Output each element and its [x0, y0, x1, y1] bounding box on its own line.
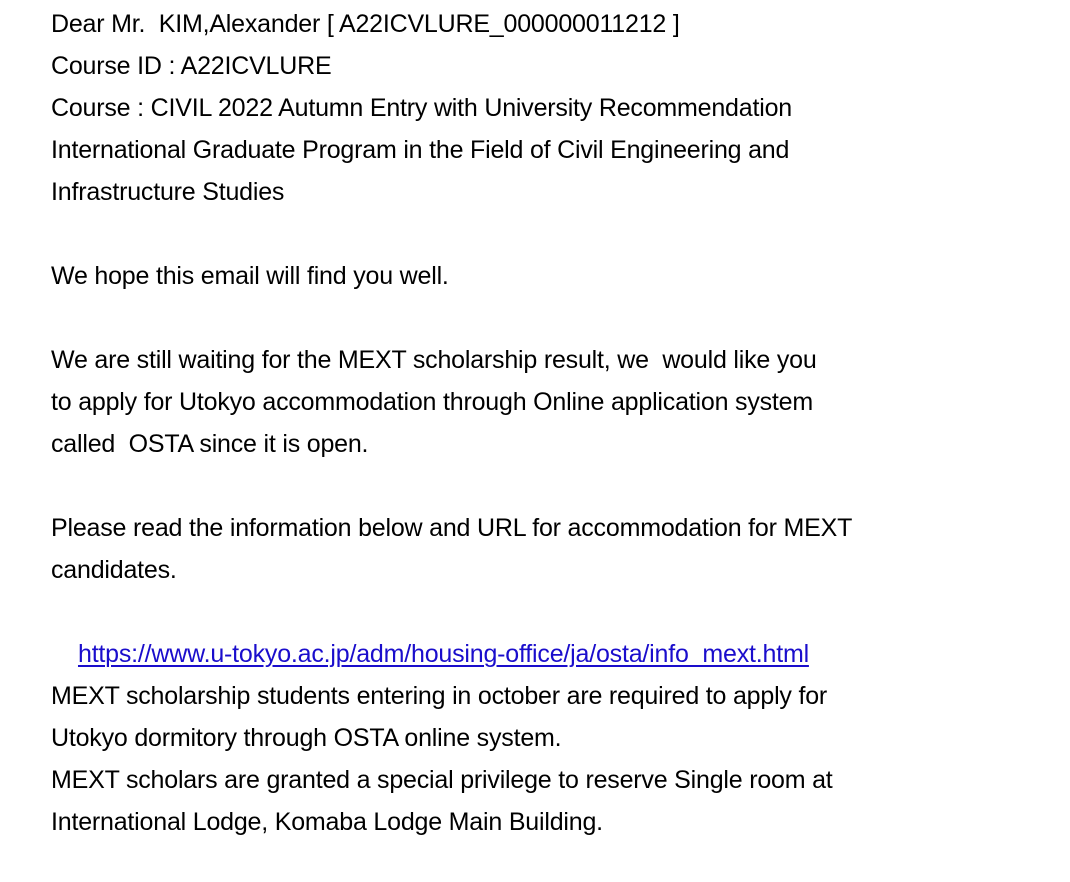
course-name-line-1: Course : CIVIL 2022 Autumn Entry with University Recommendation [51, 94, 792, 122]
paragraph-spacer [51, 297, 1051, 339]
read-line-2: candidates. [51, 556, 177, 584]
read-line-1: Please read the information below and URL for accommodation for MEXT [51, 514, 853, 542]
greeting-line: Dear Mr. KIM,Alexander [ A22ICVLURE_000000011212 ] [51, 10, 680, 38]
required-line-1: MEXT scholarship students entering in october are required to apply for [51, 682, 828, 710]
privilege-line-1: MEXT scholars are granted a special privilege to reserve Single room at [51, 766, 833, 794]
waiting-line-2: to apply for Utokyo accommodation through Online application system [51, 388, 814, 416]
course-name-line-3: Infrastructure Studies [51, 178, 285, 206]
waiting-line-1: We are still waiting for the MEXT scholarship result, we would like you [51, 346, 817, 374]
hope-line: We hope this email will find you well. [51, 262, 449, 290]
mext-housing-link[interactable]: https://www.u-tokyo.ac.jp/adm/housing-office/ja/osta/info_mext.html [77, 640, 809, 668]
required-line-2: Utokyo dormitory through OSTA online system. [51, 724, 562, 752]
paragraph-spacer [51, 213, 1051, 255]
paragraph-spacer [51, 465, 1051, 507]
link-line [51, 591, 1051, 668]
waiting-line-3: called OSTA since it is open. [51, 430, 369, 458]
course-id-line: Course ID : A22ICVLURE [51, 52, 332, 80]
privilege-line-2: International Lodge, Komaba Lodge Main Building. [51, 808, 603, 836]
email-body [51, 3, 1051, 843]
course-name-line-2: International Graduate Program in the Field of Civil Engineering and [51, 136, 790, 164]
